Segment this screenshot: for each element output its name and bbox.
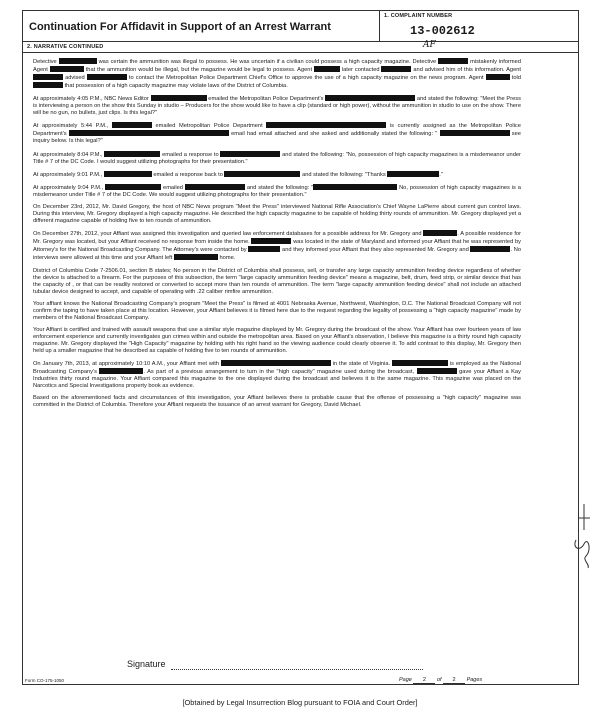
paragraph-13: Based on the aforementioned facts and circumstances of this investigation, your Affiant believes there is probable cause that the offense of possessing a "high capacity" magazine was committed in the District of Columbia. Therefore your Affiant requests the issuance of an arrest warrant for Gregory, David Michael. <box>33 395 521 409</box>
narrative-body <box>33 58 521 414</box>
paragraph-5: At approximately 9:01 P.M., emailed a response back to and stated the following: "Thanks ." <box>33 171 443 178</box>
paragraph-9: District of Columbia Code 7-2506.01, section B states; No person in the District of Columbia shall possess, sell, or transfer any large capacity ammunition feeding device regardless of whether the device is attached to a firearm. For the purposes of this subsection, the term "large capacity ammunition feeding device" means a magazine, belt, drum, feed strip, or similar device that has the capacity of , or that can be readily restored or converted to accept more than ten rounds of ammunition. The term "large capacity ammunition feeding device" shall not include an attached tubular device designed to accept, and capable of operating with .22 caliber rimfire ammunition. <box>33 267 521 295</box>
paragraph-4: At approximately 8:04 P.M., emailed a response to and stated the following: "No, possession of high capacity magazines is a misdemeanor under Title # 7 of the DC Code. I would suggest utilizing photographs for their presentation." <box>33 151 521 165</box>
redaction <box>313 184 397 190</box>
redaction <box>59 58 97 64</box>
redaction <box>248 246 280 252</box>
redaction <box>381 66 411 72</box>
redaction <box>104 171 152 177</box>
redaction <box>185 184 245 190</box>
paragraph-11: Your Affiant is certified and trained with assault weapons that use a similar style magazine displayed by Mr. Gregory during the broadcast of the show. Your Affiant has over fourteen years of law enforcement experience and currently investigates gun crimes within and outside the metropolitan area. Based on your Affiant's observation, I believe this magazine is a thirty round high capacity magazine. Mr. Gregory displayed the "High Capacity" magazine by holding with his right hand so the viewing audience could clearly observe it. To add contrast to this display, Mr. Gregory then held up a smaller magazine that he described as capable of holding five to ten rounds of ammunition. <box>33 326 521 354</box>
redaction <box>251 238 291 244</box>
total-pages: 2 <box>443 677 465 684</box>
redaction <box>87 74 127 80</box>
paragraph-1: Detective was certain the ammunition was illegal to possess. He was uncertain if a civilian could possess a high capacity magazine. Detective mistakenly informed Agent that the ammunition would be illegal, but the magazine would be legal to possess. Agent later contacted and advised him of this information. Agent advised to contact the Metropolitan Police Department Chief's Office to approve the use of a high capacity magazine on the news program. Agent told that possession of a high capacity magazine may violate laws of the District of Columbia. <box>33 59 521 89</box>
signature-line <box>171 669 423 670</box>
redaction <box>69 130 229 136</box>
complaint-number-box <box>379 11 578 41</box>
redaction <box>33 82 63 88</box>
signature-area <box>23 654 578 686</box>
redaction <box>266 122 386 128</box>
paragraph-7: On December 23rd, 2012, Mr. David Gregory, the host of NBC News program "Meet the Press" interviewed National Rifle Association's Chief Wayne LaPierre about current gun control laws. During this interview, Mr. Gregory displayed a high capacity magazine. He described the high capacity magazine to be capable of holding thirty rounds of ammunition. Mr. Gregory displayed yet a different magazine capable of holding five to ten rounds of ammunition. <box>33 204 521 225</box>
redaction <box>220 151 280 157</box>
footer-note: [Obtained by Legal Insurrection Blog pursuant to FOIA and Court Order] <box>182 698 418 707</box>
narrative-label: 2. NARRATIVE CONTINUED <box>27 44 104 50</box>
current-page: 2 <box>413 677 435 684</box>
narrative-bar <box>23 41 578 53</box>
paragraph-12: On January 7th, 2013, at approximately 10:10 A.M., your Affiant met with in the state of Virginia. is employed as the National Broadcasting Company's . As part of a previous arrangement to turn in the "high capacity" magazine used during the broadcast, gave your Affiant a Kay Industries thirty round magazine. Your Affiant compared this magazine to the one displayed during the broadcast and believes it is the same magazine. This magazine was placed on the Narcotics and Special Investigations property book as evidence. <box>33 361 521 390</box>
redaction <box>105 184 161 190</box>
redaction <box>174 254 218 260</box>
redaction <box>325 95 415 101</box>
complaint-number-label: 1. COMPLAINT NUMBER <box>384 13 453 19</box>
redaction <box>224 171 300 177</box>
form-header <box>23 11 578 42</box>
paragraph-2: At approximately 4:05 P.M., NBC News Editor emailed the Metropolitan Police Department's and stated the following: "Meet the Press is interviewing a person on the show this Sunday in studio – Producers for the show would like to have a clip (standard or high power), without the ammunition in studio to use on the show. There will be no gun, no bullets, just clips. Is this legal?" <box>33 96 521 117</box>
redaction <box>470 246 510 252</box>
redaction <box>440 130 510 136</box>
redaction <box>112 122 152 128</box>
paragraph-10: Your affiant knows the National Broadcasting Company's program "Meet the Press" is filmed at 4001 Nebraska Avenue, Northwest, Washington, D.C. The National Broadcast Company will not confirm the taping to have taken place at this location. However, your Affiant believes it is filmed here due to the request regarding the legality of possessing a "high capacity magazine" made by members of the National Broadcast Company. <box>33 300 521 321</box>
complaint-number: 13-002612 <box>410 24 475 38</box>
redaction <box>33 74 63 80</box>
redaction <box>221 360 331 366</box>
signature-label: Signature <box>127 659 166 669</box>
redaction <box>151 95 207 101</box>
redaction <box>486 74 510 80</box>
handwritten-initials: AF <box>423 40 436 50</box>
paragraph-6: At approximately 9:04 P.M., emailed and stated the following: " No, possession of high capacity magazines is a misdemeanor under Title # 7 of the DC Code. We would suggest utilizing photographs for their presentation." <box>33 184 521 198</box>
redaction <box>314 66 340 72</box>
redaction <box>438 58 468 64</box>
redaction <box>50 66 84 72</box>
form-title: Continuation For Affidavit in Support of an Arrest Warrant <box>29 21 331 33</box>
page-indicator: Page 2 of 2 Pages <box>399 677 483 683</box>
form-number: Form CO-175-1050 <box>25 678 65 683</box>
redaction <box>387 171 439 177</box>
redaction <box>392 360 448 366</box>
redaction <box>104 151 160 157</box>
redaction <box>423 230 457 236</box>
paragraph-8: On December 27th, 2012, your Affiant was assigned this investigation and queried law enforcement databases for a possible address for Mr. Gregory and . A possible residence for Mr. Gregory was located, but your Affiant received no response from inside the home. was located in the state of Maryland and informed your Affiant that he was represented by Attorney's for the National Broadcasting Company. The Attorney's were contacted by and they informed your Affiant that they also represented Mr. Gregory and . No interviews were allowed at this time and your Affiant left home. <box>33 231 521 262</box>
redaction <box>99 368 143 374</box>
handwritten-signature <box>570 500 596 572</box>
redaction <box>417 368 457 374</box>
paragraph-3: At approximately 5:44 P.M., emailed Metropolitan Police Department is currently assigned as the Metropolitan Police Department's email had email attached and she asked and additionally stated the following: " see inquiry below. Is this legal?" <box>33 123 521 145</box>
